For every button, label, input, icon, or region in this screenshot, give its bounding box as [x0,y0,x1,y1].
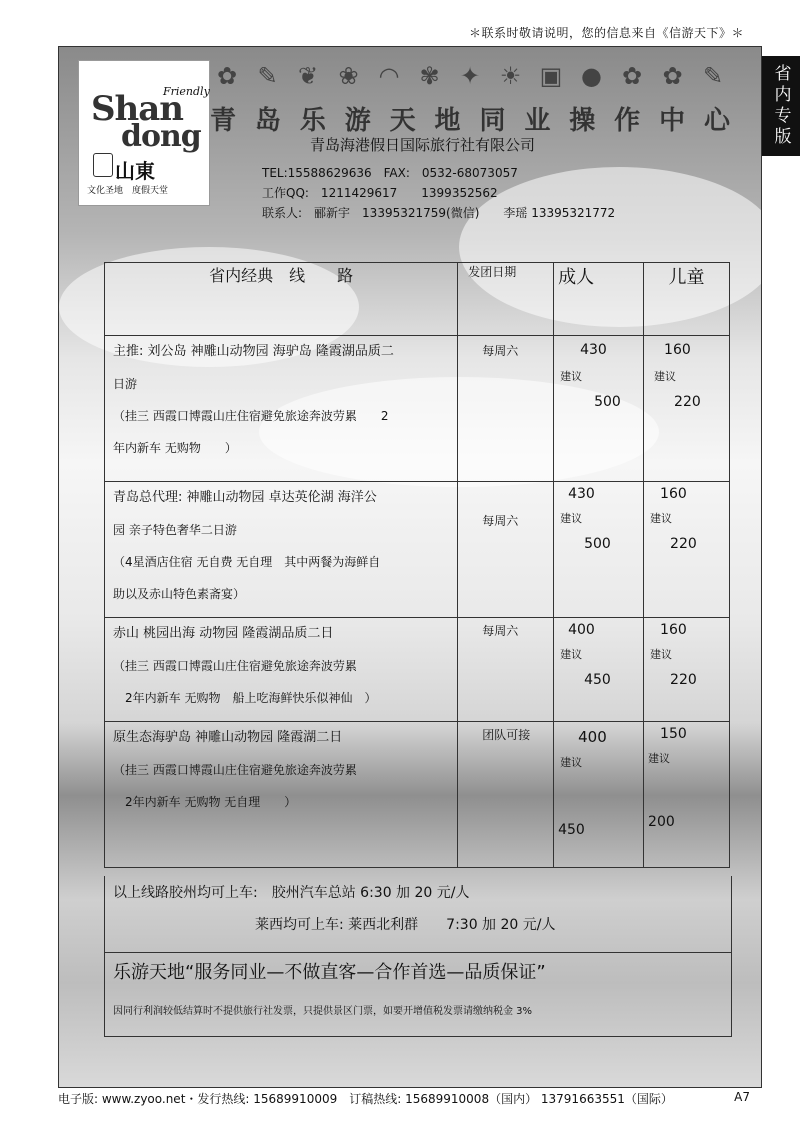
header-adult: 成人 [554,263,644,336]
shandong-logo: Friendly Shan dong 山東 文化圣地 度假天堂 [78,60,210,206]
sun-icon: ☀ [499,62,522,90]
rabbit-icon: ✿ [662,62,683,90]
flower-icon: ✿ [621,62,643,90]
pickup-info [104,876,732,953]
header-route: 省内经典 线 路 [105,263,458,336]
apple-icon: ● [581,62,602,90]
bee-icon: ✦ [459,62,481,90]
company-name: 青岛海港假日国际旅行社有限公司 [310,136,536,154]
header-child: 儿童 [644,263,730,336]
child-price: 160 建议 220 [644,618,730,722]
flower-icon: ❀ [338,62,359,90]
invoice-note: 因同行利润较低结算时不提供旅行社发票，只提供景区门票，如要开增值税发票请缴纳税金 3% [113,1006,533,1017]
child-price: 160 建议 220 [644,336,730,482]
contact-tel: TEL:15588629636 FAX: 0532-68073057 [262,166,518,180]
departure-date: 每周六 [458,618,554,722]
flower-icon: ✾ [419,62,440,90]
section-tab: 省内专版 [762,56,800,156]
route-desc: 主推: 刘公岛 神雕山动物园 海驴岛 隆霞湖品质二 日游 （挂三 西霞口博霞山庄住宿避免旅途奔波劳累 2 年内新车 无购物 ） [105,336,458,482]
table-row [105,336,730,482]
contact-person: 联系人: 郦新宇 13395321759(微信) 李瑶 13395321772 [262,206,616,220]
rainbow-icon: ◠ [378,62,400,90]
tv-icon: ▣ [539,62,563,90]
departure-date: 团队可接 [458,722,554,868]
seal-icon [93,153,113,177]
pickup-jiaozhou: 以上线路胶州均可上车: 胶州汽车总站 6:30 加 20 元/人 [113,885,470,901]
route-desc: 赤山 桃园出海 动物园 隆霞湖品质二日 （挂三 西霞口博霞山庄住宿避免旅途奔波劳累 2年内新车 无购物 船上吃海鲜快乐似神仙 ） [105,618,458,722]
table-row [105,482,730,618]
child-price: 160 建议 220 [644,482,730,618]
route-desc: 原生态海驴岛 神雕山动物园 隆霞湖二日 （挂三 西霞口博霞山庄住宿避免旅途奔波劳累 2年内新车 无购物 无自理 ） [105,722,458,868]
contact-qq: 工作QQ: 1211429617 1399352562 [262,186,498,200]
decorative-icon-row [210,56,730,96]
route-table [104,262,730,868]
agency-title: 青 岛 乐 游 天 地 同 业 操 作 中 心 [210,106,730,136]
pencil-icon: ✎ [702,62,724,90]
adult-price: 430 建议 500 [554,482,644,618]
source-note: ＊联系时敬请说明，您的信息来自《信游天下》＊ [468,26,744,40]
rabbit-icon: ✿ [216,62,238,90]
adult-price: 400 建议 450 [554,618,644,722]
adult-price: 430 建议 500 [554,336,644,482]
departure-date: 每周六 [458,482,554,618]
table-row [105,618,730,722]
page-number: A7 [734,1090,750,1104]
footer-contact: 电子版: www.zyoo.net・发行热线: 15689910009 订稿热线: 15689910008（国内） 13791663551（国际） [58,1092,673,1106]
table-header [105,263,730,336]
route-desc: 青岛总代理: 神雕山动物园 卓达英伦湖 海洋公 园 亲子特色奢华二日游 （4星酒店住宿 无自费 无自理 其中两餐为海鲜自 助以及赤山特色素斋宴） [105,482,458,618]
balloon-icon: ❦ [297,62,319,90]
slogan-box [104,952,732,1037]
pickup-laixi: 莱西均可上车: 莱西北利群 7:30 加 20 元/人 [255,917,556,933]
table-row [105,722,730,868]
adult-price: 400 建议 450 [554,722,644,868]
service-slogan: 乐游天地“服务同业—不做直客—合作首选—品质保证” [113,962,546,983]
pencil-icon: ✎ [257,62,278,90]
child-price: 150 建议 200 [644,722,730,868]
header-date: 发团日期 [458,263,554,336]
page-footer [58,1090,760,1107]
departure-date: 每周六 [458,336,554,482]
